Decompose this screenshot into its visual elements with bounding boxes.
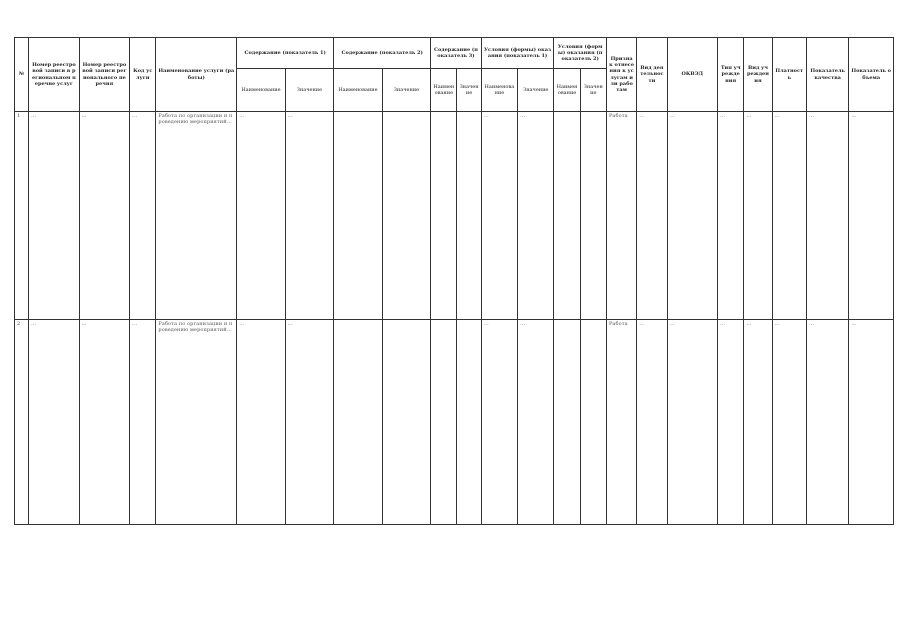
header-volume: Показатель объема <box>849 38 894 112</box>
cell-payment: ... <box>772 320 806 525</box>
table-row <box>15 112 894 320</box>
header-content-1: Содержание (показатель 1) <box>237 38 334 69</box>
table-row <box>15 320 894 525</box>
cell-service: Работа по организации и проведению мероприятий... <box>156 320 237 525</box>
header-quality: Показатель качества <box>806 38 848 112</box>
cell-kind-inst: ... <box>744 320 772 525</box>
header-payment: Платность <box>772 38 806 112</box>
cell-cond2-name <box>554 320 580 525</box>
header-no: № <box>15 38 29 112</box>
sub-header-name: Наименование <box>481 69 517 112</box>
cell-sign: Работа <box>606 320 636 525</box>
cell-reg: ... <box>29 320 80 525</box>
header-content-2: Содержание (показатель 2) <box>334 38 431 69</box>
cell-type-inst: ... <box>718 112 744 320</box>
header-kind: Вид деятельности <box>637 38 667 112</box>
header-okved: ОКВЭД <box>667 38 718 112</box>
cell-quality: ... <box>806 112 848 320</box>
cell-cond1-name: ... <box>481 320 517 525</box>
cell-content1-name: ... <box>237 112 285 320</box>
cell-payment: ... <box>772 112 806 320</box>
cell-sign: Работа <box>606 112 636 320</box>
cell-cond2-value <box>580 320 606 525</box>
cell-cond2-value <box>580 112 606 320</box>
cell-cond1-name: ... <box>481 112 517 320</box>
registry-table-sheet <box>14 37 894 525</box>
cell-volume: ... <box>849 112 894 320</box>
header-service-code: Код услуги <box>130 38 156 112</box>
cell-code: ... <box>130 320 156 525</box>
cell-content2-name <box>334 112 382 320</box>
cell-okved: ... <box>667 320 718 525</box>
cell-quality: ... <box>806 320 848 525</box>
header-content-3: Содержание (показатель 3) <box>431 38 482 69</box>
cell-volume: ... <box>849 320 894 525</box>
sub-header-name: Наименование <box>334 69 382 112</box>
cell-kind-inst: ... <box>744 112 772 320</box>
sub-header-name: Наименование <box>431 69 457 112</box>
cell-kind: ... <box>637 112 667 320</box>
cell-content3-value <box>457 320 481 525</box>
header-sign: Признак отнесения к услугам или работам <box>606 38 636 112</box>
cell-content1-name: ... <box>237 320 285 525</box>
cell-content3-value <box>457 112 481 320</box>
cell-reg2: ... <box>79 112 130 320</box>
header-reg-number-parent: Номер реестровой записи регионального перечня <box>79 38 130 112</box>
cell-reg2: ... <box>79 320 130 525</box>
header-conditions-1: Условия (формы) оказания (показатель 1) <box>481 38 554 69</box>
cell-content2-name <box>334 320 382 525</box>
sub-header-name: Наименование <box>237 69 285 112</box>
cell-content3-name <box>431 112 457 320</box>
cell-content3-name <box>431 320 457 525</box>
sub-header-name: Наименование <box>554 69 580 112</box>
header-reg-number: Номер реестровой записи в региональном перечне услуг <box>29 38 80 112</box>
registry-table <box>14 37 894 525</box>
cell-cond2-name <box>554 112 580 320</box>
cell-kind: ... <box>637 320 667 525</box>
cell-no: 2 <box>15 320 29 525</box>
cell-service: Работа по организации и проведению мероприятий... <box>156 112 237 320</box>
header-service-name: Наименование услуги (работы) <box>156 38 237 112</box>
header-type-inst: Тип учреждения <box>718 38 744 112</box>
sub-header-value: Значение <box>285 69 334 112</box>
header-kind-inst: Вид учреждения <box>744 38 772 112</box>
cell-cond1-value: ... <box>518 320 554 525</box>
cell-type-inst: ... <box>718 320 744 525</box>
cell-content1-value: ... <box>285 112 334 320</box>
sub-header-value: Значение <box>382 69 431 112</box>
cell-content2-value <box>382 320 431 525</box>
cell-content1-value: ... <box>285 320 334 525</box>
cell-content2-value <box>382 112 431 320</box>
cell-code: ... <box>130 112 156 320</box>
header-conditions-2: Условия (формы) оказания (показатель 2) <box>554 38 607 69</box>
sub-header-value: Значение <box>457 69 481 112</box>
sub-header-value: Значение <box>580 69 606 112</box>
sub-header-value: Значение <box>518 69 554 112</box>
cell-cond1-value: ... <box>518 112 554 320</box>
cell-okved: ... <box>667 112 718 320</box>
cell-reg: ... <box>29 112 80 320</box>
cell-no: 1 <box>15 112 29 320</box>
